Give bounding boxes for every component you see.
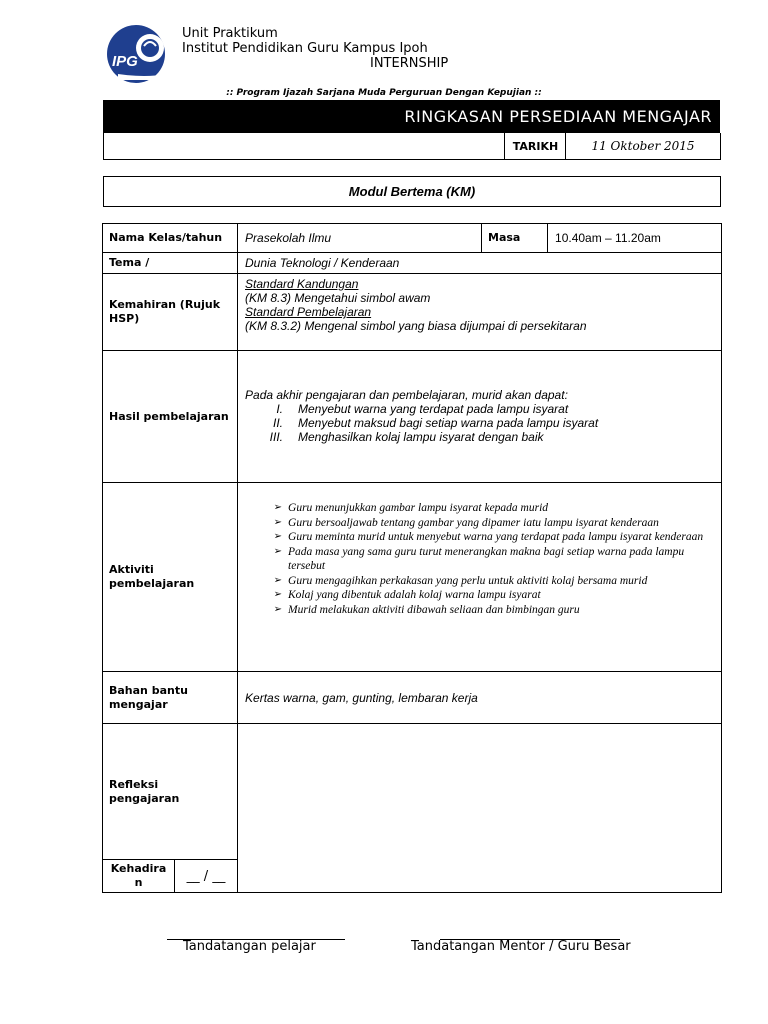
activities-content: [238, 483, 722, 672]
time-label: Masa: [482, 224, 548, 253]
institute-name: Institut Pendidikan Guru Kampus Ipoh: [182, 41, 428, 56]
arrow-bullet-icon: ➢: [273, 589, 283, 600]
theme-label: Tema /: [103, 253, 238, 274]
outcome-item: II. Menyebut maksud bagi setiap warna pada lampu isyarat: [273, 416, 599, 430]
reflection-value: [238, 724, 722, 893]
arrow-bullet-icon: ➢: [273, 603, 283, 615]
arrow-bullet-icon: ➢: [273, 502, 283, 513]
activity-item: ➢ Pada masa yang sama guru turut menerangkan makna bagi setiap warna pada lampu tersebut: [238, 545, 721, 574]
outcome-item: I. Menyebut warna yang terdapat pada lampu isyarat: [276, 402, 569, 416]
module-title: Modul Bertema (KM): [103, 176, 721, 207]
activity-item: ➢ Guru bersoaljawab tentang gambar yang dipamer iatu lampu isyarat kenderaan: [238, 516, 721, 531]
materials-value: Kertas warna, gam, gunting, lembaran kerja: [238, 672, 722, 724]
class-label: Nama Kelas/tahun: [103, 224, 238, 253]
unit-name: Unit Praktikum: [182, 26, 278, 41]
student-signature-label: Tandatangan pelajar: [183, 939, 316, 954]
ipg-logo: [106, 22, 170, 86]
standard-content-text: (KM 8.3) Mengetahui simbol awam: [245, 291, 431, 305]
lesson-plan-table: [102, 223, 722, 893]
attendance-label: Kehadiran: [103, 860, 175, 893]
date-label: TARIKH: [504, 133, 566, 159]
theme-value: Dunia Teknologi / Kenderaan: [238, 253, 722, 274]
materials-label: Bahan bantu mengajar: [103, 672, 238, 724]
outcome-item: III. Menghasilkan kolaj lampu isyarat dengan baik: [269, 430, 544, 444]
activity-item: ➢ Guru meminta murid untuk menyebut warna yang terdapat pada lampu isyarat kenderaan: [238, 530, 721, 545]
mentor-signature-label: Tandatangan Mentor / Guru Besar: [411, 939, 631, 954]
arrow-bullet-icon: ➢: [273, 531, 283, 542]
skills-label: Kemahiran (Rujuk HSP): [103, 274, 238, 351]
attendance-value: __ / __: [175, 860, 238, 893]
activity-item: ➢ Kolaj yang dibentuk adalah kolaj warna lampu isyarat: [238, 588, 721, 603]
standard-content-heading: Standard Kandungan: [245, 277, 359, 291]
reflection-label: Refleksi pengajaran: [103, 724, 238, 860]
outcomes-label: Hasil pembelajaran: [103, 351, 238, 483]
time-value: 10.40am – 11.20am: [548, 224, 722, 253]
activity-item: ➢ Guru menunjukkan gambar lampu isyarat kepada murid: [238, 501, 721, 516]
activity-item: ➢ Murid melakukan aktiviti dibawah seliaan dan bimbingan guru: [238, 603, 721, 618]
activity-item: ➢ Guru mengagihkan perkakasan yang perlu untuk aktiviti kolaj bersama murid: [238, 574, 721, 589]
standard-learning-heading: Standard Pembelajaran: [245, 305, 372, 319]
skills-content: [238, 274, 722, 351]
arrow-bullet-icon: ➢: [273, 545, 283, 557]
program-line: :: Program Ijazah Sarjana Muda Perguruan Dengan Kepujian ::: [226, 88, 542, 98]
activities-label: Aktiviti pembelajaran: [103, 483, 238, 672]
document-title: RINGKASAN PERSEDIAAN MENGAJAR: [103, 100, 720, 133]
date-row: [103, 133, 721, 160]
logo-text: IPG: [112, 53, 138, 70]
outcomes-intro: Pada akhir pengajaran dan pembelajaran, murid akan dapat:: [245, 388, 568, 402]
standard-learning-text: (KM 8.3.2) Mengenal simbol yang biasa dijumpai di persekitaran: [245, 319, 587, 333]
outcomes-content: [238, 351, 722, 483]
date-value: 11 Oktober 2015: [565, 133, 720, 159]
class-value: Prasekolah Ilmu: [238, 224, 482, 253]
arrow-bullet-icon: ➢: [273, 516, 283, 528]
program-type: INTERNSHIP: [370, 56, 449, 71]
arrow-bullet-icon: ➢: [273, 574, 283, 586]
